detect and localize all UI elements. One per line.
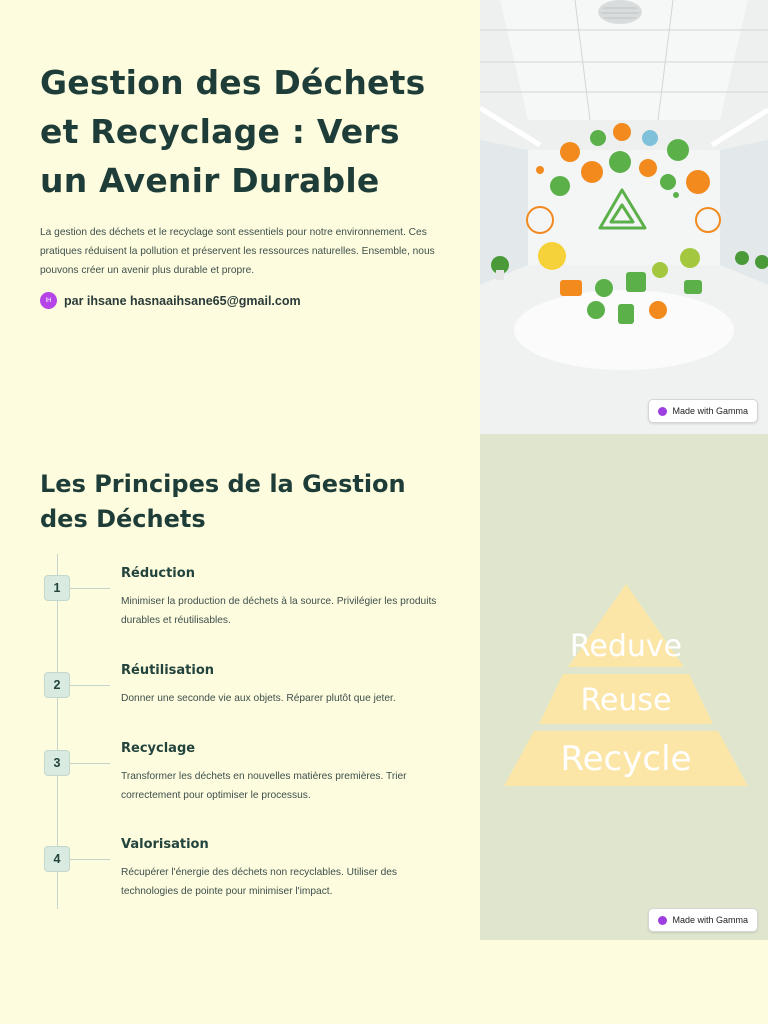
principles-title: Les Principes de la Gestion des Déchets bbox=[40, 470, 406, 533]
gamma-logo-icon bbox=[658, 407, 667, 416]
author-line bbox=[40, 292, 450, 309]
step-number: 4 bbox=[44, 846, 70, 872]
step-connector bbox=[70, 685, 110, 686]
step-number: 1 bbox=[44, 575, 70, 601]
pyramid-label-recycle: Recycle bbox=[560, 739, 692, 779]
step-title: Valorisation bbox=[121, 837, 209, 852]
pyramid-label-reuse: Reuse bbox=[580, 683, 672, 718]
step-number: 3 bbox=[44, 750, 70, 776]
step-description: Donner une seconde vie aux objets. Réparer plutôt que jeter. bbox=[121, 693, 396, 704]
recycling-hall-photo bbox=[480, 0, 768, 434]
step-number: 2 bbox=[44, 672, 70, 698]
avatar: IH bbox=[40, 292, 57, 309]
gamma-logo-icon bbox=[658, 916, 667, 925]
title-slide-text bbox=[40, 58, 450, 309]
waste-pyramid bbox=[480, 434, 768, 940]
step-description: Transformer les déchets en nouvelles matières premières. Trier correctement pour optimiser le processus. bbox=[121, 771, 407, 801]
step-title: Réutilisation bbox=[121, 663, 215, 678]
intro-paragraph: La gestion des déchets et le recyclage sont essentiels pour notre environnement. Ces pratiques réduisent la pollution et préservent les ressources naturelles. Ensemble, nous pouvons créer un avenir plus durable et propre. bbox=[40, 227, 435, 276]
main-title: Gestion des Déchets et Recyclage : Vers un Avenir Durable bbox=[40, 63, 426, 200]
made-with-gamma-badge[interactable] bbox=[648, 908, 758, 932]
step-title: Recyclage bbox=[121, 741, 196, 756]
step-connector bbox=[70, 763, 110, 764]
pyramid-label-reduce: Reduve bbox=[569, 629, 683, 664]
step-title: Réduction bbox=[121, 566, 195, 581]
step-description: Minimiser la production de déchets à la source. Privilégier les produits durables et réutilisables. bbox=[121, 596, 437, 626]
step-description: Récupérer l'énergie des déchets non recyclables. Utiliser des technologies de pointe pour minimiser l'impact. bbox=[121, 867, 398, 897]
badge-label: Made with Gamma bbox=[672, 915, 748, 925]
title-slide bbox=[0, 0, 768, 434]
made-with-gamma-badge[interactable] bbox=[648, 399, 758, 423]
step-connector bbox=[70, 859, 110, 860]
principles-slide bbox=[0, 434, 768, 940]
principles-timeline bbox=[40, 554, 460, 910]
recycling-hall-illustration bbox=[480, 0, 768, 434]
step-connector bbox=[70, 588, 110, 589]
pyramid-panel bbox=[480, 434, 768, 940]
badge-label: Made with Gamma bbox=[672, 406, 748, 416]
author-name: par ihsane hasnaaihsane65@gmail.com bbox=[64, 293, 301, 308]
